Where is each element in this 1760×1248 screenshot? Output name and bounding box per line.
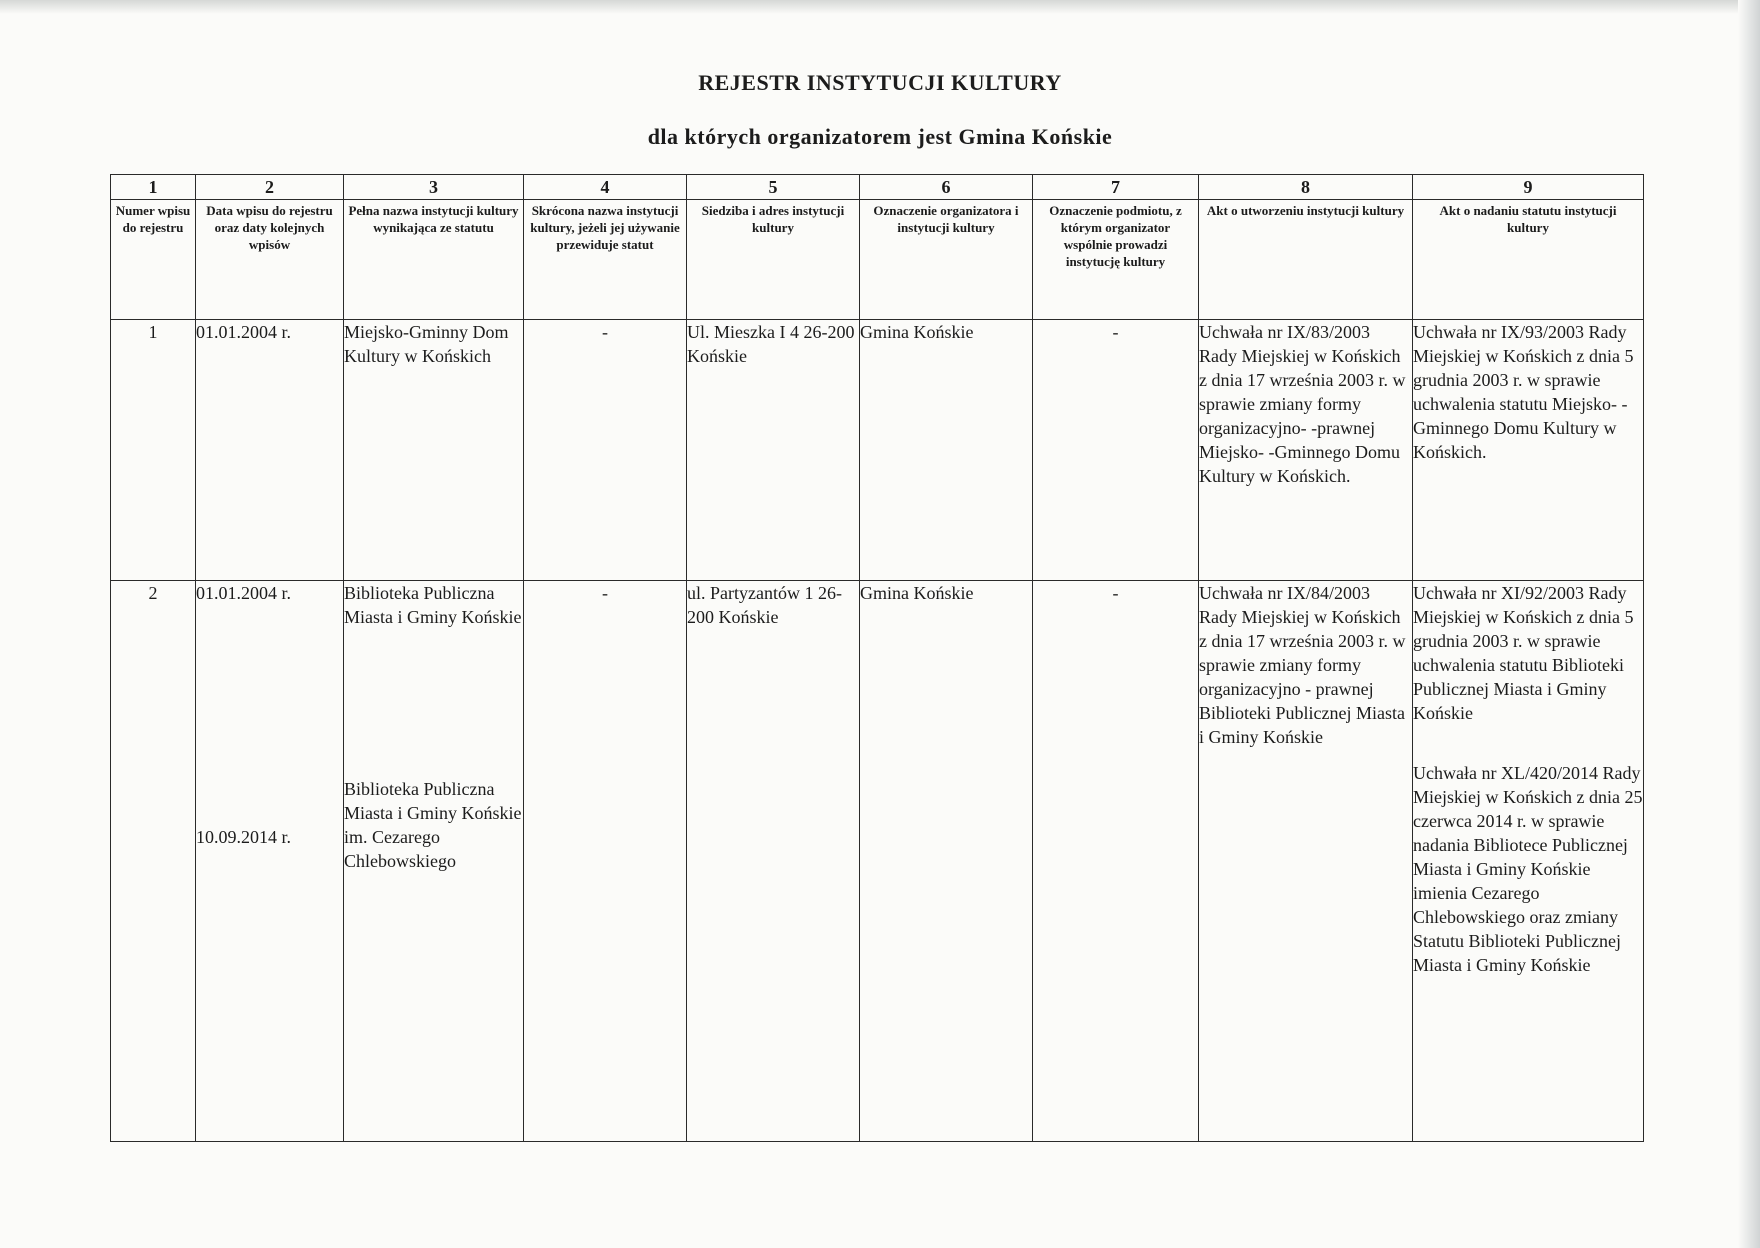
header-full-name: Pełna nazwa instytucji kultury wynikająca ze statutu [344,200,524,320]
full-name-cell [344,581,524,1142]
later-entry-date: 10.09.2014 r. [196,827,292,847]
creation-act: Uchwała nr IX/84/2003 Rady Miejskiej w Końskich z dnia 17 września 2003 r. w sprawie zmiany formy organizacyjno - prawnej Biblioteki Publicznej Miasta i Gminy Końskie [1199,581,1413,1142]
column-number: 1 [111,175,196,200]
co-operator: - [1033,320,1199,581]
column-number: 5 [687,175,860,200]
entry-number: 2 [111,581,196,1142]
column-number: 4 [524,175,687,200]
statute-act-cell [1413,581,1644,1142]
column-header-row [111,200,1644,320]
organizer: Gmina Końskie [860,581,1033,1142]
column-number: 7 [1033,175,1199,200]
later-full-name: Biblioteka Publiczna Miasta i Gminy Końskie im. Cezarego Chlebowskiego [344,779,522,871]
entry-date: 01.01.2004 r. [196,320,344,581]
column-number: 2 [196,175,344,200]
header-co-operator: Oznaczenie podmiotu, z którym organizator wspólnie prowadzi instytucję kultury [1033,200,1199,320]
column-number: 3 [344,175,524,200]
column-number: 8 [1199,175,1413,200]
full-name: Miejsko-Gminny Dom Kultury w Końskich [344,320,524,581]
entry-date: 01.01.2004 r. [196,583,292,603]
creation-act: Uchwała nr IX/83/2003 Rady Miejskiej w Końskich z dnia 17 września 2003 r. w sprawie zmiany formy organizacyjno- -prawnej Miejsko- -Gminnego Domu Kultury w Końskich. [1199,320,1413,581]
table-row [111,320,1644,581]
header-statute-act: Akt o nadaniu statutu instytucji kultury [1413,200,1644,320]
column-number: 9 [1413,175,1644,200]
scan-edge-right [1738,0,1760,1248]
address: Ul. Mieszka I 4 26-200 Końskie [687,320,860,581]
header-short-name: Skrócona nazwa instytucji kultury, jeżeli jej używanie przewiduje statut [524,200,687,320]
short-name: - [524,320,687,581]
column-number-row [111,175,1644,200]
full-name: Biblioteka Publiczna Miasta i Gminy Końskie [344,583,522,627]
later-statute-act: Uchwała nr XL/420/2014 Rady Miejskiej w Końskich z dnia 25 czerwca 2014 r. w sprawie nadania Bibliotece Publicznej Miasta i Gminy Końskie imienia Cezarego Chlebowskiego oraz zmiany Statutu Biblioteki Publicznej Miasta i Gminy Końskie [1413,763,1643,975]
short-name: - [524,581,687,1142]
header-address: Siedziba i adres instytucji kultury [687,200,860,320]
organizer: Gmina Końskie [860,320,1033,581]
address: ul. Partyzantów 1 26-200 Końskie [687,581,860,1142]
column-number: 6 [860,175,1033,200]
header-organizer: Oznaczenie organizatora i instytucji kultury [860,200,1033,320]
header-entry-number: Numer wpisu do rejestru [111,200,196,320]
statute-act: Uchwała nr IX/93/2003 Rady Miejskiej w Końskich z dnia 5 grudnia 2003 r. w sprawie uchwalenia statutu Miejsko- -Gminnego Domu Kultury w Końskich. [1413,320,1644,581]
entry-number: 1 [111,320,196,581]
document-subtitle: dla których organizatorem jest Gmina Końskie [647,124,1113,149]
header-creation-act: Akt o utworzeniu instytucji kultury [1199,200,1413,320]
entry-date-cell [196,581,344,1142]
statute-act: Uchwała nr XI/92/2003 Rady Miejskiej w Końskich z dnia 5 grudnia 2003 r. w sprawie uchwalenia statutu Biblioteki Publicznej Miasta i Gminy Końskie [1413,583,1634,723]
scan-edge-top [0,0,1760,14]
register-table [110,174,1644,1142]
co-operator: - [1033,581,1199,1142]
document-title: REJESTR INSTYTUCJI KULTURY [698,70,1062,95]
table-row [111,581,1644,1142]
header-entry-date: Data wpisu do rejestru oraz daty kolejnych wpisów [196,200,344,320]
